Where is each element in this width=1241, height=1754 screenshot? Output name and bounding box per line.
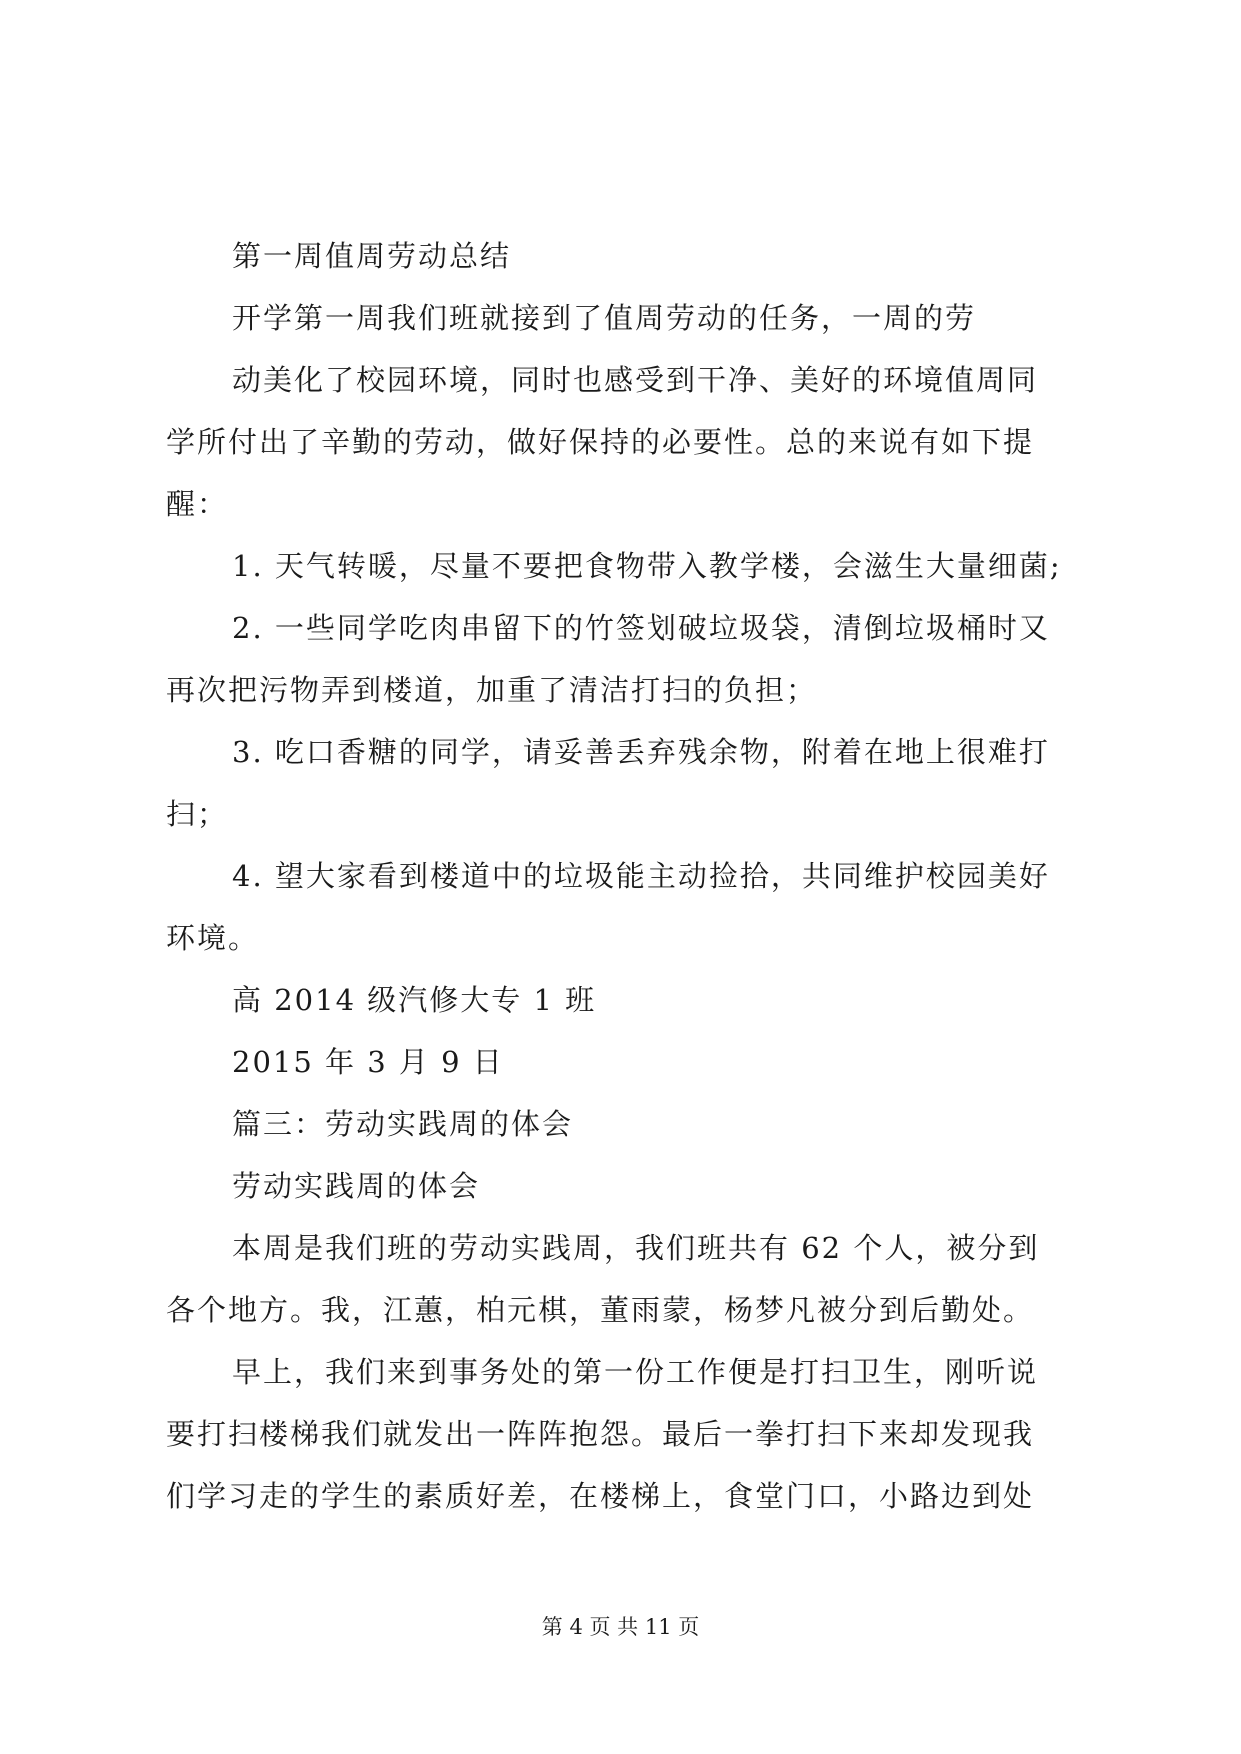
paragraph-line: 再次把污物弄到楼道，加重了清洁打扫的负担； [166, 673, 818, 707]
list-item: 4. 望大家看到楼道中的垃圾能主动捡拾，共同维护校园美好 [232, 859, 1050, 893]
paragraph-line: 环境。 [166, 921, 260, 955]
paragraph-line: 醒： [166, 487, 229, 521]
page-number-footer: 第 4 页 共 11 页 [541, 1615, 700, 1639]
paragraph-line: 早上，我们来到事务处的第一份工作便是打扫卫生，刚听说 [232, 1355, 1039, 1389]
signature-date: 2015 年 3 月 9 日 [232, 1045, 504, 1079]
paragraph-line: 本周是我们班的劳动实践周，我们班共有 62 个人，被分到 [232, 1231, 1040, 1265]
paragraph-line: 扫； [166, 797, 229, 831]
signature-class: 高 2014 级汽修大专 1 班 [232, 983, 597, 1017]
paragraph-line: 学所付出了辛勤的劳动，做好保持的必要性。总的来说有如下提 [166, 425, 1035, 459]
list-item: 1. 天气转暖，尽量不要把食物带入教学楼，会滋生大量细菌; [232, 549, 1062, 583]
paragraph-line: 们学习走的学生的素质好差，在楼梯上，食堂门口，小路边到处 [166, 1479, 1035, 1513]
section-title: 劳动实践周的体会 [232, 1169, 481, 1203]
list-item: 3. 吃口香糖的同学，请妥善丢弃残余物，附着在地上很难打 [232, 735, 1050, 769]
section-title: 第一周值周劳动总结 [232, 239, 512, 273]
list-item: 2. 一些同学吃肉串留下的竹签划破垃圾袋，清倒垃圾桶时又 [232, 611, 1050, 645]
paragraph-line: 开学第一周我们班就接到了值周劳动的任务，一周的劳 [232, 301, 977, 335]
paragraph-line: 各个地方。我，江蕙，柏元棋，董雨蒙，杨梦凡被分到后勤处。 [166, 1293, 1035, 1327]
paragraph-line: 动美化了校园环境，同时也感受到干净、美好的环境值周同 [232, 363, 1039, 397]
chapter-heading: 篇三：劳动实践周的体会 [232, 1107, 574, 1141]
paragraph-line: 要打扫楼梯我们就发出一阵阵抱怨。最后一拳打扫下来却发现我 [166, 1417, 1035, 1451]
